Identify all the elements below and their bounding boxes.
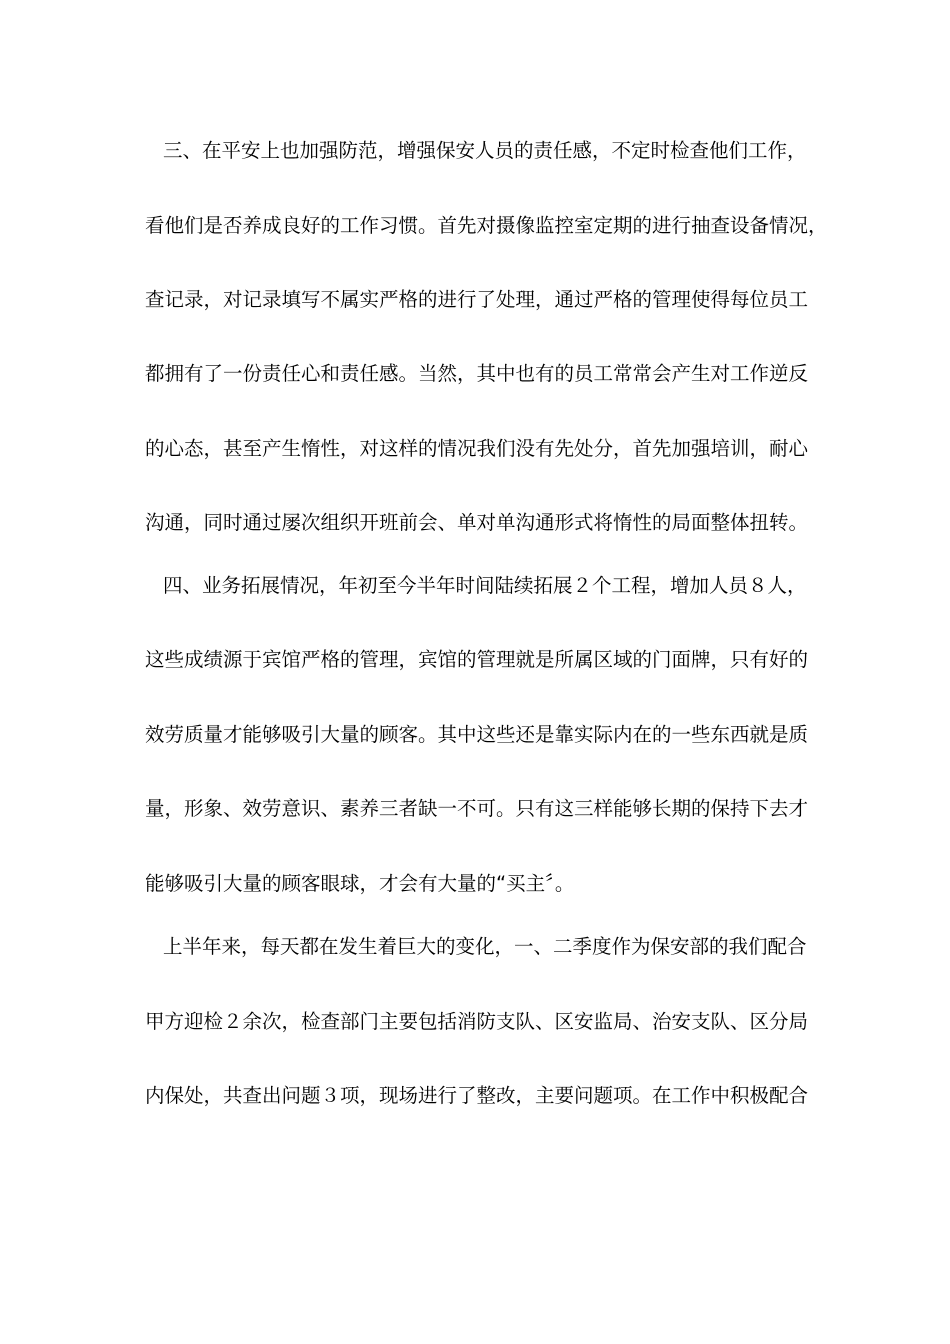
paragraph-3-line-6: 沟通，同时通过屡次组织开班前会、单对单沟通形式将惰性的局面整体扭转。 xyxy=(145,511,809,534)
paragraph-4-line-1: 四、业务拓展情况，年初至今半年时间陆续拓展２个工程，增加人员８人， xyxy=(163,574,807,597)
paragraph-3-line-4: 都拥有了一份责任心和责任感。当然，其中也有的员工常常会产生对工作逆反 xyxy=(145,362,809,385)
paragraph-3-line-2: 看他们是否养成良好的工作习惯。首先对摄像监控室定期的进行抽查设备情况， xyxy=(145,214,828,237)
paragraph-4-line-5: 能够吸引大量的顾客眼球，才会有大量的“买主〞。 xyxy=(145,872,575,895)
paragraph-5-line-1: 上半年来，每天都在发生着巨大的变化，一、二季度作为保安部的我们配合 xyxy=(163,935,807,958)
paragraph-3-line-1: 三、在平安上也加强防范，增强保安人员的责任感，不定时检查他们工作， xyxy=(163,139,807,162)
paragraph-4-line-2: 这些成绩源于宾馆严格的管理，宾馆的管理就是所属区域的门面牌，只有好的 xyxy=(145,648,809,671)
paragraph-3-line-5: 的心态，甚至产生惰性，对这样的情况我们没有先处分，首先加强培训，耐心 xyxy=(145,437,809,460)
paragraph-4-line-4: 量，形象、效劳意识、素养三者缺一不可。只有这三样能够长期的保持下去才 xyxy=(145,797,809,820)
paragraph-5-line-3: 内保处，共查出问题３项，现场进行了整改，主要问题项。在工作中积极配合 xyxy=(145,1084,809,1107)
paragraph-4-line-3: 效劳质量才能够吸引大量的顾客。其中这些还是靠实际内在的一些东西就是质 xyxy=(145,723,809,746)
paragraph-3-line-3: 查记录，对记录填写不属实严格的进行了处理，通过严格的管理使得每位员工 xyxy=(145,288,809,311)
paragraph-5-line-2: 甲方迎检２余次，检查部门主要包括消防支队、区安监局、治安支队、区分局 xyxy=(145,1010,809,1033)
